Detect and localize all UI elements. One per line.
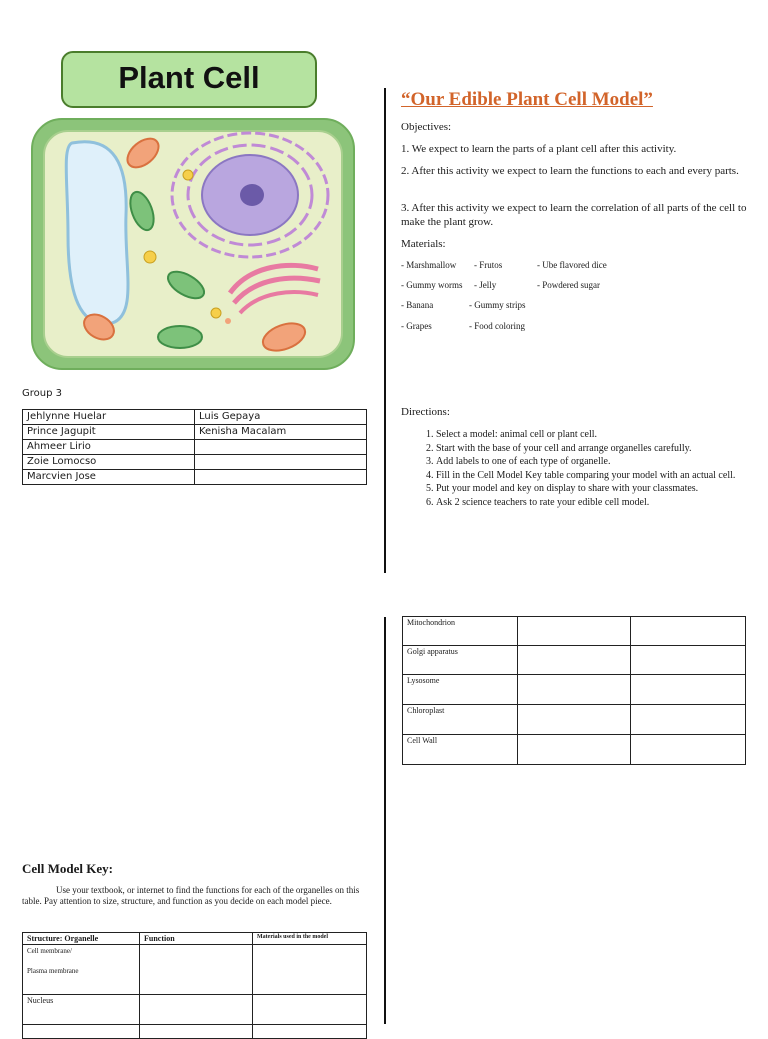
- table-header-row: [23, 933, 367, 945]
- member-cell: Ahmeer Lirio: [23, 440, 195, 455]
- organelle-cell: Golgi apparatus: [403, 646, 518, 675]
- member-cell: Marcvien Jose: [23, 470, 195, 485]
- organelle-cell: Cell Wall: [403, 735, 518, 765]
- plant-cell-banner: Plant Cell: [61, 51, 317, 108]
- table-row: [23, 440, 367, 455]
- materials-heading: Materials:: [401, 238, 446, 250]
- cell-model-key-title: Cell Model Key:: [22, 861, 113, 876]
- cell-model-key-instructions: [22, 885, 367, 907]
- function-cell: [518, 617, 631, 646]
- function-cell: [518, 705, 631, 735]
- table-row: [403, 705, 746, 735]
- group-label: Group 3: [22, 388, 62, 399]
- member-cell: Zoie Lomocso: [23, 455, 195, 470]
- material-item: - Frutos: [474, 260, 503, 270]
- table-row: [23, 470, 367, 485]
- plant-cell-illustration: [28, 115, 358, 375]
- member-cell: Prince Jagupit: [23, 425, 195, 440]
- materials-cell: [631, 735, 746, 765]
- direction-item: 6. Ask 2 science teachers to rate your edible cell model.: [436, 496, 746, 510]
- function-cell: [140, 1025, 253, 1039]
- organelle-cell: Chloroplast: [403, 705, 518, 735]
- table-row: [403, 646, 746, 675]
- member-cell: [195, 455, 367, 470]
- organelle-cell: Mitochondrion: [403, 617, 518, 646]
- materials-cell: [631, 617, 746, 646]
- organelle-cell: [23, 945, 140, 995]
- organelle-cell: Nucleus: [23, 995, 140, 1025]
- materials-cell: [631, 705, 746, 735]
- material-item: - Ube flavored dice: [537, 260, 607, 270]
- organelle-cell: [23, 1025, 140, 1039]
- group-members-table: [22, 409, 367, 485]
- materials-cell: [253, 945, 367, 995]
- objective-item: 3. After this activity we expect to learn the correlation of all parts of the cell to make the plant grow.: [401, 202, 747, 228]
- page-divider-top: [384, 88, 386, 573]
- organelle-name: Cell membrane/: [27, 947, 72, 955]
- objectives-heading: Objectives:: [401, 121, 452, 133]
- table-row: [23, 455, 367, 470]
- cell-model-key-table: [22, 932, 367, 1039]
- function-cell: [518, 646, 631, 675]
- direction-item: 5. Put your model and key on display to share with your classmates.: [436, 482, 746, 496]
- material-item: - Gummy strips: [469, 300, 526, 310]
- materials-cell: [253, 995, 367, 1025]
- member-cell: [195, 470, 367, 485]
- table-row: [403, 735, 746, 765]
- materials-cell: [253, 1025, 367, 1039]
- function-cell: [518, 735, 631, 765]
- material-item: - Powdered sugar: [537, 280, 600, 290]
- member-cell: Jehlynne Huelar: [23, 410, 195, 425]
- materials-cell: [631, 646, 746, 675]
- direction-item: 2. Start with the base of your cell and arrange organelles carefully.: [436, 442, 746, 456]
- material-item: - Gummy worms: [401, 280, 463, 290]
- function-cell: [518, 675, 631, 705]
- directions-heading: Directions:: [401, 406, 450, 418]
- objective-item: 2. After this activity we expect to learn the functions to each and every parts.: [401, 165, 739, 177]
- table-row: [23, 1025, 367, 1039]
- materials-cell: [631, 675, 746, 705]
- member-cell: Luis Gepaya: [195, 410, 367, 425]
- organelle-table-continued: [402, 616, 746, 765]
- organelle-name: Plasma membrane: [27, 967, 79, 975]
- table-row: [23, 945, 367, 995]
- material-item: - Banana: [401, 300, 434, 310]
- page-title: “Our Edible Plant Cell Model”: [401, 89, 653, 110]
- table-row: [23, 425, 367, 440]
- directions-list: [404, 428, 746, 509]
- function-cell: [140, 945, 253, 995]
- material-item: - Grapes: [401, 321, 432, 331]
- header-materials: Materials used in the model: [253, 933, 367, 945]
- table-row: [403, 675, 746, 705]
- table-row: [403, 617, 746, 646]
- material-item: - Jelly: [474, 280, 497, 290]
- organelle-cell: Lysosome: [403, 675, 518, 705]
- instructions-text: Use your textbook, or internet to find the functions for each of the organelles on this table. Pay attention to size, structure, and function as you decide on each model piece.: [22, 885, 360, 906]
- direction-item: 3. Add labels to one of each type of organelle.: [436, 455, 746, 469]
- direction-item: 1. Select a model: animal cell or plant cell.: [436, 428, 746, 442]
- objective-item: 1. We expect to learn the parts of a plant cell after this activity.: [401, 143, 677, 155]
- member-cell: Kenisha Macalam: [195, 425, 367, 440]
- page-divider-bottom: [384, 617, 386, 1024]
- direction-item: 4. Fill in the Cell Model Key table comparing your model with an actual cell.: [436, 469, 746, 483]
- member-cell: [195, 440, 367, 455]
- material-item: - Marshmallow: [401, 260, 457, 270]
- function-cell: [140, 995, 253, 1025]
- header-function: Function: [140, 933, 253, 945]
- table-row: [23, 995, 367, 1025]
- header-organelle: Structure: Organelle: [23, 933, 140, 945]
- table-row: [23, 410, 367, 425]
- material-item: - Food coloring: [469, 321, 525, 331]
